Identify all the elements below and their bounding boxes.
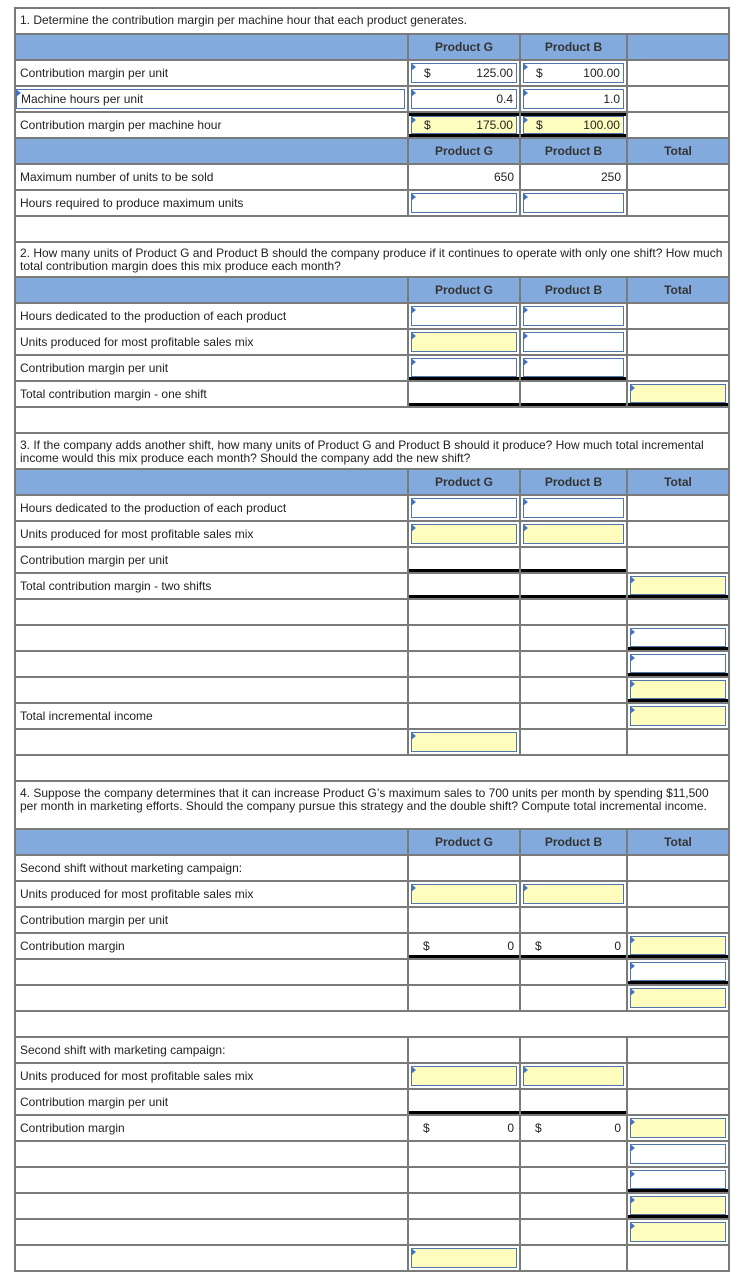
max-units-g: [411, 165, 517, 189]
row-label: Maximum number of units to be sold: [16, 165, 409, 189]
blank-cell: [628, 191, 728, 215]
blank-label: [16, 1142, 409, 1166]
cell-value: 100.00: [583, 118, 620, 132]
cell-value: 650: [493, 170, 514, 184]
worksheet: [14, 7, 730, 1272]
blank-cell: [628, 1038, 728, 1062]
p4-with-income-input[interactable]: [630, 1222, 726, 1242]
blank-cell: [409, 548, 521, 572]
cell-value: 175.00: [476, 118, 513, 132]
blank-label: [16, 960, 409, 984]
blank-label: [16, 1220, 409, 1244]
blank-cell: [409, 1168, 521, 1192]
header-blank: [16, 35, 409, 59]
table-row: [16, 1038, 728, 1064]
blank-label: [16, 1246, 409, 1270]
table-row: [16, 87, 728, 113]
blank-cell: [409, 600, 521, 624]
part3-question-row: [16, 434, 728, 470]
blank-cell: [409, 574, 521, 598]
header-blank: [16, 470, 409, 494]
dollar-sign: $: [535, 939, 542, 953]
dollar-sign: $: [536, 66, 543, 80]
row-label: Contribution margin: [16, 934, 409, 958]
part1-header-row: [16, 35, 728, 61]
table-row: [16, 1168, 728, 1194]
blank-cell: [628, 522, 728, 546]
cm-per-unit-b-input[interactable]: [523, 63, 624, 83]
header-blank: [16, 278, 409, 302]
header-total: Total: [664, 835, 692, 849]
blank-cell: [521, 600, 628, 624]
blank-cell: [521, 856, 628, 880]
blank-cell: [628, 882, 728, 906]
blank-cell: [628, 496, 728, 520]
dollar-sign: $: [423, 1121, 430, 1135]
row-label: [16, 730, 409, 754]
row-label: Total contribution margin - one shift: [16, 382, 409, 406]
p3-add-shift-answer-input[interactable]: [411, 732, 517, 752]
table-row: [16, 626, 728, 652]
blank-cell: [521, 652, 628, 676]
blank-cell: [521, 548, 628, 572]
p4-without-income-input[interactable]: [630, 988, 726, 1008]
part2-question-row: [16, 243, 728, 278]
p4-with-extra-input-1[interactable]: [630, 1144, 726, 1164]
table-row: [16, 1064, 728, 1090]
blank-cell: [521, 908, 628, 932]
blank-cell: [409, 382, 521, 406]
row-label: Units produced for most profitable sales mix: [16, 522, 409, 546]
blank-cell: [409, 704, 521, 728]
cell-value: 1.0: [603, 92, 620, 106]
row-label: [16, 626, 409, 650]
row-label: Units produced for most profitable sales mix: [16, 330, 409, 354]
blank-cell: [628, 165, 728, 189]
table-row: [16, 1090, 728, 1116]
blank-cell: [628, 730, 728, 754]
blank-cell: [628, 87, 728, 111]
blank-cell: [521, 986, 628, 1010]
row-label: [16, 600, 409, 624]
p3-extra-input-1[interactable]: [630, 628, 726, 647]
blank-label: [16, 1168, 409, 1192]
machine-hours-b-input[interactable]: [523, 89, 624, 109]
header-product-g: Product G: [409, 470, 521, 494]
header-product-b: Product B: [521, 278, 628, 302]
cell-value: 0: [614, 939, 621, 953]
cell-value: 0: [507, 939, 514, 953]
part2-question: 2. How many units of Product G and Product B should the company produce if it continues to operate with only one shift? How much total contribution margin does this mix produce each month?: [20, 246, 723, 273]
row-label: Units produced for most profitable sales mix: [16, 882, 409, 906]
p4-with-extra-input-3[interactable]: [630, 1196, 726, 1215]
table-row: [16, 908, 728, 934]
blank-cell: [521, 626, 628, 650]
cm-per-unit-g-input[interactable]: [411, 63, 517, 83]
max-units-b: [523, 165, 624, 189]
row-label: Total contribution margin - two shifts: [16, 574, 409, 598]
blank-cell: [521, 574, 628, 598]
blank-cell: [521, 1220, 628, 1244]
blank-cell: [521, 1142, 628, 1166]
p2-units-g-input[interactable]: [411, 332, 517, 352]
section-heading: Second shift with marketing campaign:: [16, 1038, 409, 1062]
dollar-sign: $: [424, 66, 431, 80]
header-product-b: Product B: [521, 139, 628, 163]
blank-cell: [628, 330, 728, 354]
blank-cell: [409, 652, 521, 676]
header-product-g: Product G: [409, 139, 521, 163]
blank-cell: [409, 1090, 521, 1114]
spacer-row: [16, 1012, 728, 1038]
part3-header-row: [16, 470, 728, 496]
row-label: Contribution margin per unit: [16, 548, 409, 572]
blank-cell: [521, 960, 628, 984]
table-row: [16, 600, 728, 626]
spacer-row: [16, 217, 728, 243]
dollar-sign: $: [535, 1121, 542, 1135]
hours-required-b-input[interactable]: [523, 193, 624, 213]
header-total: Total: [664, 475, 692, 489]
table-row: [16, 1194, 728, 1220]
spacer-row: [16, 408, 728, 434]
blank-cell: [521, 1194, 628, 1218]
row-label: Contribution margin per unit: [16, 356, 409, 380]
p3-extra-input-2[interactable]: [630, 654, 726, 673]
part1-question: 1. Determine the contribution margin per machine hour that each product generates.: [20, 13, 467, 27]
hours-required-g-input[interactable]: [411, 193, 517, 213]
blank-cell: [409, 986, 521, 1010]
row-label: Hours required to produce maximum units: [16, 191, 409, 215]
cell-value: 0.4: [496, 92, 513, 106]
part4-question: 4. Suppose the company determines that it can increase Product G’s maximum sales to 700 units per month by spending $11,500 per month in marketing efforts. Should the company pursue this strategy and the double shift? Compute total incremental income.: [20, 786, 709, 813]
table-row: [16, 522, 728, 548]
table-row: [16, 704, 728, 730]
p4-with-cm-total-input[interactable]: [630, 1118, 726, 1138]
table-row: [16, 652, 728, 678]
machine-hours-g-input[interactable]: [411, 89, 517, 109]
table-row: [16, 960, 728, 986]
blank-cell: [628, 356, 728, 380]
table-row: [16, 574, 728, 600]
blank-cell: [521, 678, 628, 702]
blank-cell: [409, 626, 521, 650]
blank-cell: [521, 1168, 628, 1192]
blank-cell: [521, 730, 628, 754]
blank-cell: [628, 304, 728, 328]
p2-hours-g-input[interactable]: [411, 306, 517, 326]
blank-cell: [409, 960, 521, 984]
table-row: [16, 382, 728, 408]
cm-per-hour-g-input[interactable]: [411, 116, 517, 134]
header-product-g: Product G: [409, 35, 521, 59]
header-total: Total: [664, 144, 692, 158]
header-product-b: Product B: [521, 830, 628, 854]
blank-cell: [628, 548, 728, 572]
header-blank-total: [628, 35, 728, 59]
header-product-g: Product G: [409, 830, 521, 854]
blank-cell: [628, 1246, 728, 1270]
table-row: [16, 496, 728, 522]
part1-question-row: [16, 9, 728, 35]
cell-value: 100.00: [583, 66, 620, 80]
table-row: [16, 934, 728, 960]
p4-decision-answer-input[interactable]: [411, 1248, 517, 1268]
part4-header-row: [16, 830, 728, 856]
part3-question: 3. If the company adds another shift, how many units of Product G and Product B should it produce? How much total incremental income would this mix produce each month? Should the company add the new shift?: [20, 438, 704, 465]
header-product-b: Product B: [521, 35, 628, 59]
p4-with-units-b-input[interactable]: [523, 1066, 624, 1086]
p4-with-cm-b: [523, 1116, 624, 1140]
spacer-row: [16, 756, 728, 782]
blank-cell: [409, 1038, 521, 1062]
p4-without-cm-total-input[interactable]: [630, 936, 726, 955]
p3-incremental-income-total-input[interactable]: [630, 706, 726, 726]
p2-units-b-input[interactable]: [523, 332, 624, 352]
p4-without-cm-b: [523, 934, 624, 958]
row-label: Machine hours per unit: [21, 92, 144, 106]
row-label: Contribution margin per unit: [16, 61, 409, 85]
table-row: [16, 986, 728, 1012]
p4-without-units-g-input[interactable]: [411, 884, 517, 904]
table-row: [16, 191, 728, 217]
blank-cell: [628, 113, 728, 137]
p4-without-cm-g: [411, 934, 517, 958]
table-row: [16, 61, 728, 87]
header-product-b: Product B: [521, 470, 628, 494]
blank-cell: [628, 1090, 728, 1114]
row-label: [16, 652, 409, 676]
blank-cell: [409, 1142, 521, 1166]
blank-cell: [521, 382, 628, 406]
p4-without-extra-input[interactable]: [630, 962, 726, 981]
table-row: [16, 856, 728, 882]
blank-cell: [628, 908, 728, 932]
cell-value: 125.00: [476, 66, 513, 80]
table-row: [16, 1246, 728, 1272]
table-row: [16, 304, 728, 330]
table-row: [16, 113, 728, 139]
table-row: [16, 678, 728, 704]
blank-cell: [409, 1220, 521, 1244]
blank-cell: [628, 600, 728, 624]
p4-with-cm-g: [411, 1116, 517, 1140]
p2-cm-unit-b-input[interactable]: [523, 358, 624, 377]
dollar-sign: $: [536, 118, 543, 132]
row-label: Contribution margin per machine hour: [16, 113, 409, 137]
blank-cell: [628, 61, 728, 85]
table-row: [16, 730, 728, 756]
part1-header-row-2: [16, 139, 728, 165]
blank-cell: [521, 1038, 628, 1062]
table-row: [16, 882, 728, 908]
header-product-g: Product G: [409, 278, 521, 302]
p2-total-cm-input[interactable]: [630, 384, 726, 403]
p3-extra-input-3[interactable]: [630, 680, 726, 699]
row-label: [16, 678, 409, 702]
p3-hours-g-input[interactable]: [411, 498, 517, 518]
blank-label: [16, 1012, 409, 1036]
p4-without-units-b-input[interactable]: [523, 884, 624, 904]
dollar-sign: $: [424, 118, 431, 132]
part2-header-row: [16, 278, 728, 304]
blank-cell: [409, 856, 521, 880]
p3-hours-b-input[interactable]: [523, 498, 624, 518]
header-blank: [16, 830, 409, 854]
cell-value: 250: [600, 170, 621, 184]
dollar-sign: $: [423, 939, 430, 953]
blank-cell: [628, 856, 728, 880]
blank-cell: [409, 678, 521, 702]
p4-with-extra-input-2[interactable]: [630, 1170, 726, 1189]
p3-units-b-input[interactable]: [523, 524, 624, 544]
machine-hours-label-input[interactable]: [16, 89, 405, 109]
table-row: [16, 1142, 728, 1168]
row-label: Contribution margin per unit: [16, 1090, 409, 1114]
blank-cell: [628, 1064, 728, 1088]
row-label: Hours dedicated to the production of each product: [16, 304, 409, 328]
table-row: [16, 356, 728, 382]
p2-hours-b-input[interactable]: [523, 306, 624, 326]
header-blank: [16, 139, 409, 163]
table-row: [16, 165, 728, 191]
table-row: [16, 330, 728, 356]
blank-label: [16, 986, 409, 1010]
cell-value: 0: [507, 1121, 514, 1135]
row-label: Contribution margin per unit: [16, 908, 409, 932]
part4-question-row: [16, 782, 728, 830]
header-total: Total: [664, 283, 692, 297]
cm-per-hour-b-input[interactable]: [523, 116, 624, 134]
blank-cell: [521, 704, 628, 728]
table-row: [16, 548, 728, 574]
p2-cm-unit-g-input[interactable]: [411, 358, 517, 377]
row-label: Total incremental income: [16, 704, 409, 728]
row-label: Units produced for most profitable sales mix: [16, 1064, 409, 1088]
p4-with-units-g-input[interactable]: [411, 1066, 517, 1086]
blank-cell: [409, 908, 521, 932]
p3-total-cm-input[interactable]: [630, 576, 726, 595]
table-row: [16, 1116, 728, 1142]
section-heading: Second shift without marketing campaign:: [16, 856, 409, 880]
blank-cell: [521, 1246, 628, 1270]
cell-value: 0: [614, 1121, 621, 1135]
row-label: Hours dedicated to the production of each product: [16, 496, 409, 520]
p3-units-g-input[interactable]: [411, 524, 517, 544]
blank-cell: [521, 1090, 628, 1114]
blank-label: [16, 1194, 409, 1218]
blank-cell: [409, 1194, 521, 1218]
table-row: [16, 1220, 728, 1246]
row-label: Contribution margin: [16, 1116, 409, 1140]
